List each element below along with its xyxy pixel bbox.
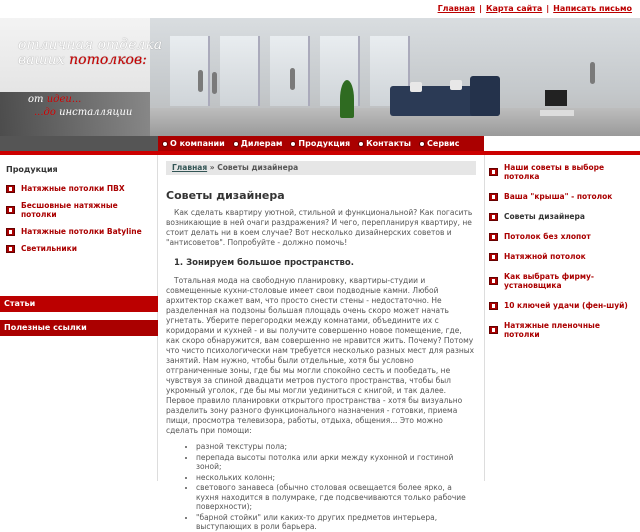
list-item: • разной текстуры пола; <box>196 442 476 452</box>
breadcrumb-current: Советы дизайнера <box>217 163 299 172</box>
tagline-line4: ...до инсталляции <box>34 107 133 118</box>
arrow-icon <box>489 277 498 285</box>
sidebar-item-seamless[interactable]: Бесшовные натяжные потолки <box>0 197 157 223</box>
breadcrumb <box>166 161 476 175</box>
bullet-icon <box>290 141 296 147</box>
person-silhouette <box>198 70 203 92</box>
right-link[interactable]: Ваша "крыша" - потолок <box>489 192 636 201</box>
sidebar-item-pvc[interactable]: Натяжные потолки ПВХ <box>0 180 157 197</box>
tagline-main <box>18 38 162 68</box>
separator: | <box>479 4 482 13</box>
write-letter-link[interactable]: Написать письмо <box>553 4 632 13</box>
breadcrumb-separator: » <box>207 163 218 172</box>
tagline-line2: ваших потолков: <box>18 52 147 68</box>
list-item: • нескольких колонн; <box>196 473 476 483</box>
tagline-line1: отличная отделка <box>18 37 163 53</box>
sidebar-useful-links[interactable]: Полезные ссылки <box>0 320 158 336</box>
person-silhouette <box>290 68 295 90</box>
header-banner <box>0 18 640 136</box>
list-item: • перепада высоты потолка или арки между кухонной и гостиной зоной; <box>196 453 476 472</box>
section-heading: 1. Зонируем большое пространство. <box>174 258 354 268</box>
pillow <box>410 82 422 92</box>
interior-image <box>150 18 640 136</box>
arrow-icon <box>489 326 498 334</box>
right-link-current[interactable]: Советы дизайнера <box>489 212 636 221</box>
arrow-icon <box>489 193 498 201</box>
arrow-icon <box>6 206 15 214</box>
person-silhouette <box>212 72 217 94</box>
section-text: Тотальная мода на свободную планировку, квартиры-студии и совмещенные кухни-столовые имеет свои подводные камни. Любой архитектор скажет вам, что просто снести стены - недостаточно. Не разделенная на подзоны большая площадь очень скоро может начать угнетать. Уберите перегородки между комнатами, объедините их с коридорами и кухней - и вы получите совершенно новое помещение, где, как скоро обнаружится, вам совершенно не нравится жить. Почему? Потому что чисто психологически нам требуется несколько разных мест для разных занятий. Нам нужно, чтобы были отдельные, хотя бы условно отграниченные зоны, где бы мы могли спокойно сесть и пообедать, не чувствуя за спиной двадцати метров пустого пространства, чтобы был укромный уголок, где бы мы могли уединиться с книгой, и так далее. Первое правило планировки открытого пространства - хотя бы визуально разделить зону разного функционального назначения - готовки, приема пищи, просмотра телевизора, работы, отдыха, общения... Это можно сделать при помощи: <box>166 276 475 435</box>
arrow-icon <box>489 253 498 261</box>
sidebar-item-lights[interactable]: Светильники <box>0 240 157 257</box>
bullet-icon <box>419 141 425 147</box>
window <box>170 36 210 106</box>
arrow-icon <box>6 185 15 193</box>
window <box>220 36 260 106</box>
right-link[interactable]: Как выбрать фирму-установщика <box>489 272 636 290</box>
breadcrumb-home[interactable]: Главная <box>172 163 208 172</box>
home-link[interactable]: Главная <box>437 4 476 13</box>
sidebar-item-batyline[interactable]: Натяжные потолки Batyline <box>0 223 157 240</box>
bullet-icon <box>233 141 239 147</box>
arrow-icon <box>6 228 15 236</box>
arrow-icon <box>489 233 498 241</box>
right-link[interactable]: 10 ключей удачи (фен-шуй) <box>489 301 636 310</box>
sidebar-articles-link[interactable]: Статьи <box>0 296 158 312</box>
sitemap-link[interactable]: Карта сайта <box>485 4 543 13</box>
list-item: • "барной стойки" или каких-то других предметов интерьера, выступающих в роли барьера. <box>196 513 476 532</box>
intro-text: Как сделать квартиру уютной, стильной и функциональной? Как погасить возникающие в ней очаги раздражения? И чего, перепланируя квартиру, не стоит делать ни в коем случае? Вот несколько дизайнерских советов и "антисоветов". Попробуйте - должно помочь! <box>166 208 473 247</box>
right-link[interactable]: Наши советы в выборе потолка <box>489 163 636 181</box>
left-sidebar <box>0 155 158 481</box>
right-link[interactable]: Натяжной потолок <box>489 252 636 261</box>
right-link[interactable]: Потолок без хлопот <box>489 232 636 241</box>
top-links <box>438 4 632 13</box>
nav-service[interactable]: Сервис <box>419 139 459 148</box>
page-title: Советы дизайнера <box>166 189 285 202</box>
arrow-icon <box>489 213 498 221</box>
nav-dealers[interactable]: Дилерам <box>233 139 283 148</box>
nav-products[interactable]: Продукция <box>290 139 350 148</box>
tagline-sub <box>28 93 132 119</box>
arrow-icon <box>489 302 498 310</box>
right-link[interactable]: Натяжные пленочные потолки <box>489 321 636 339</box>
nav-about[interactable]: О компании <box>162 139 225 148</box>
tagline-line3: от идеи... <box>28 94 82 105</box>
arrow-icon <box>6 245 15 253</box>
sidebar-heading: Продукция <box>6 165 58 174</box>
bullet-icon <box>162 141 168 147</box>
pillow <box>450 80 462 90</box>
nav-left-strip <box>0 136 158 151</box>
tv-stand <box>540 110 574 116</box>
arrow-icon <box>489 168 498 176</box>
nav-contacts[interactable]: Контакты <box>358 139 411 148</box>
main-nav <box>158 136 484 151</box>
list-item: • светового занавеса (обычно столовая освещается более ярко, а кухня находится в полумраке, где подсвечиваются только рабочие поверхности); <box>196 483 476 512</box>
bullet-icon <box>358 141 364 147</box>
person-silhouette <box>590 62 595 84</box>
separator: | <box>546 4 550 13</box>
main-content <box>158 155 484 531</box>
sofa-corner <box>470 76 500 116</box>
plant <box>340 80 354 118</box>
right-sidebar <box>484 155 640 481</box>
tips-list <box>196 442 476 532</box>
tv <box>545 90 567 106</box>
nav-bar <box>0 136 640 151</box>
